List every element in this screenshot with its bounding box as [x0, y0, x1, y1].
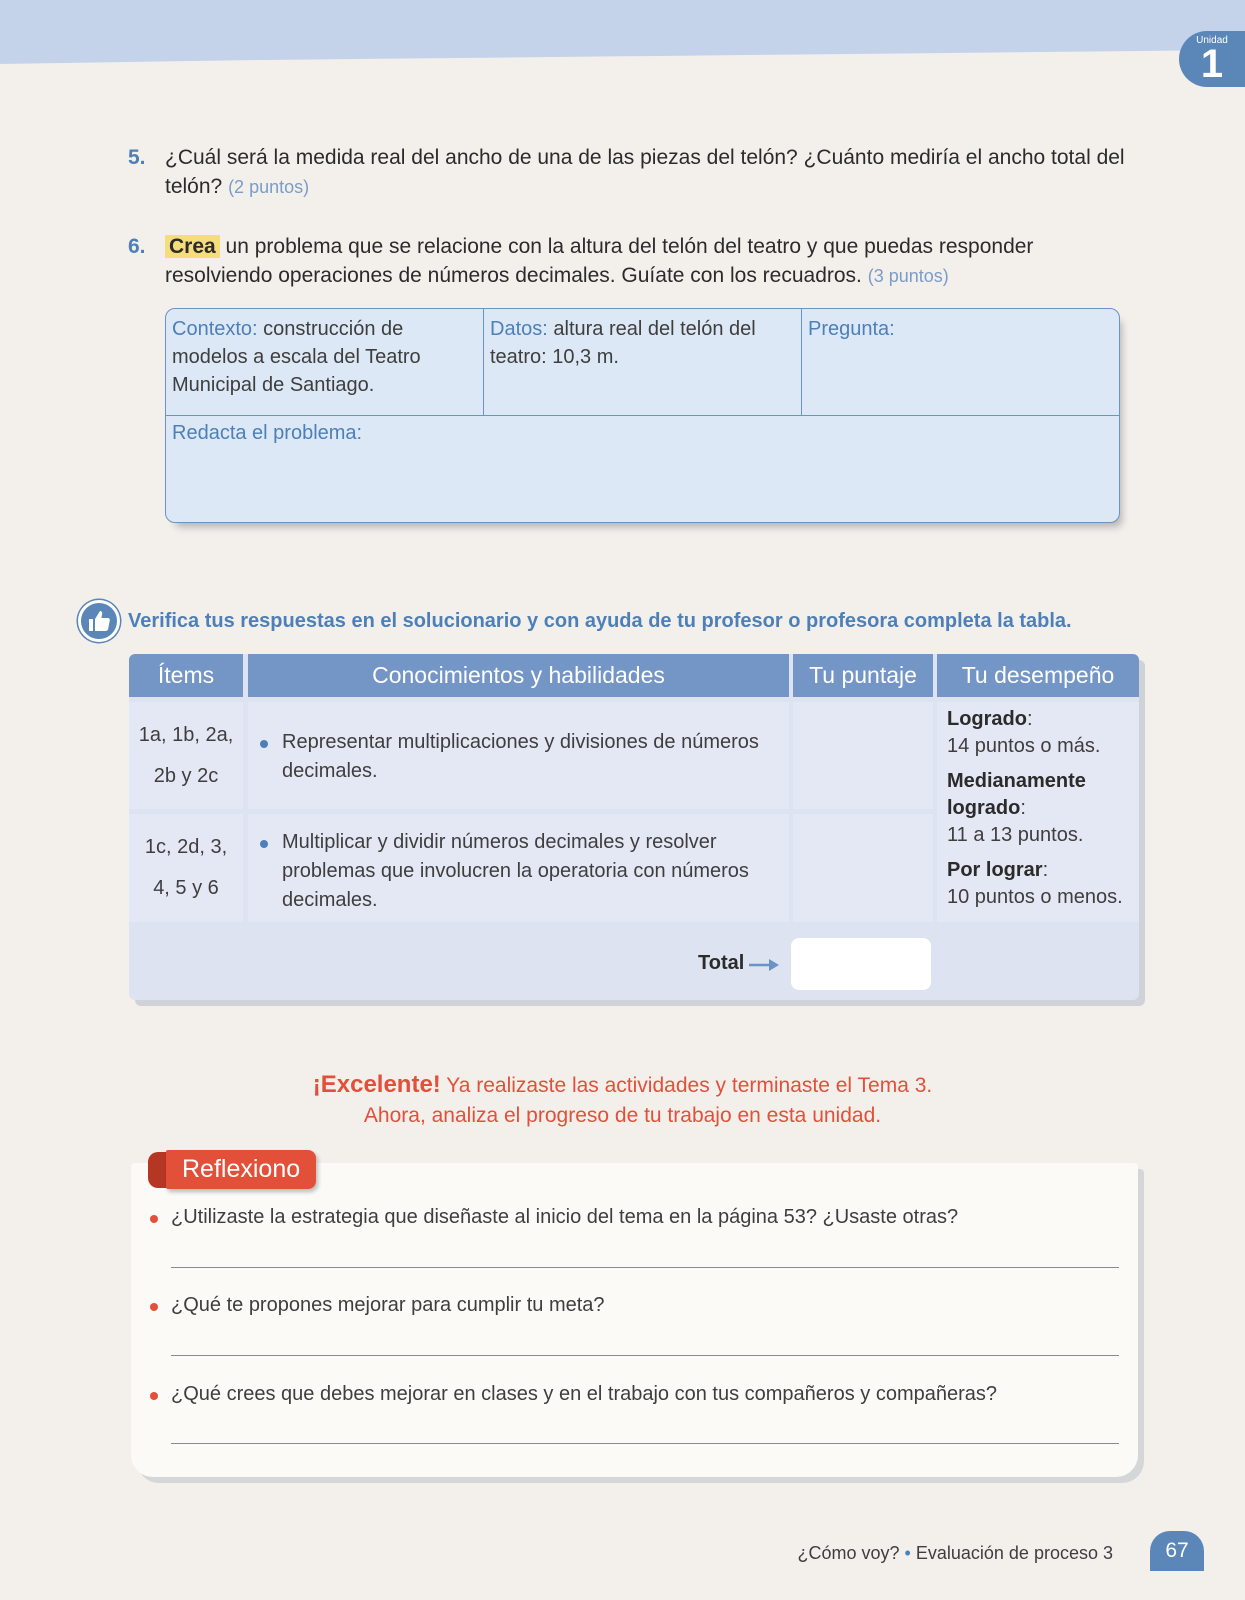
- verify-text: Verifica tus respuestas en el solucionario y con ayuda de tu profesor o profesora completa la tabla.: [128, 609, 1072, 632]
- items-line: 1a, 1b, 2a,: [138, 723, 234, 746]
- performance-text: 10 puntos o menos.: [947, 886, 1123, 908]
- excellent-exclaim: ¡Excelente!: [312, 1071, 441, 1098]
- bullet-icon: [150, 1215, 158, 1223]
- performance-cell: Logrado: 14 puntos o más. Medianamente logrado: 11 a 13 puntos. Por lograr: 10 puntos o menos.: [937, 702, 1139, 922]
- reflect-question-text: ¿Qué te propones mejorar para cumplir tu meta?: [171, 1294, 605, 1316]
- performance-label: Por lograr: [947, 859, 1043, 881]
- draft-problem-area[interactable]: [166, 416, 1119, 451]
- footer: [797, 1543, 1113, 1564]
- items-line: 1c, 2d, 3,: [144, 836, 228, 858]
- data-label: Datos:: [490, 318, 548, 340]
- reflect-question: [150, 1294, 1120, 1317]
- verify-heading: [78, 600, 1072, 642]
- unit-tab: [1179, 31, 1245, 87]
- question-number: 5.: [128, 146, 146, 169]
- evaluation-table: [129, 654, 1139, 1000]
- bullet-icon: [150, 1392, 158, 1400]
- score-cell[interactable]: [793, 702, 933, 809]
- reflect-question-text: ¿Utilizaste la estrategia que diseñaste al inicio del tema en la página 53? ¿Usaste otras?: [171, 1206, 959, 1228]
- total-label: Total: [698, 952, 745, 974]
- header-items: Ítems: [129, 654, 243, 697]
- reflect-question: [150, 1383, 1120, 1406]
- bullet-icon: [260, 840, 268, 848]
- data-cell: [483, 309, 801, 415]
- problem-context-box: [165, 308, 1120, 523]
- reflect-question: [150, 1206, 1120, 1229]
- bullet-icon: [150, 1303, 158, 1311]
- context-text: construcción de modelos a escala del Teatro Municipal de Santiago.: [172, 318, 421, 396]
- bullet-icon: [260, 740, 268, 748]
- items-line: 2b y 2c: [153, 764, 219, 787]
- performance-label: Logrado: [947, 708, 1027, 730]
- unit-label: Unidad: [1196, 35, 1228, 46]
- header-score: Tu puntaje: [793, 654, 933, 697]
- excellent-line1: Ya realizaste las actividades y terminaste el Tema 3.: [446, 1074, 933, 1097]
- excellent-message: [0, 1070, 1245, 1131]
- footer-section: ¿Cómo voy?: [797, 1543, 900, 1563]
- excellent-line2: Ahora, analiza el progreso de tu trabajo en esta unidad.: [363, 1104, 882, 1127]
- table-row-skill: [248, 702, 789, 809]
- answer-line[interactable]: [171, 1443, 1119, 1444]
- question-5: [128, 143, 1138, 202]
- reflect-question-text: ¿Qué crees que debes mejorar en clases y en el trabajo con tus compañeros y compañeras?: [171, 1383, 997, 1405]
- unit-number: 1: [1200, 42, 1224, 86]
- reflect-tag: Reflexiono: [166, 1150, 316, 1189]
- total-score-input[interactable]: [791, 938, 931, 990]
- footer-subsection: Evaluación de proceso 3: [915, 1543, 1113, 1563]
- question-number: 6.: [128, 235, 146, 258]
- context-label: Contexto:: [172, 318, 258, 340]
- question-text: un problema que se relacione con la altura del telón del teatro y que puedas responder resolviendo operaciones de números decimales. Guíate con los recuadros.: [165, 235, 1034, 287]
- answer-line[interactable]: [171, 1267, 1119, 1268]
- question-points: (3 puntos): [867, 266, 949, 286]
- question-cell[interactable]: [801, 309, 1119, 415]
- header-performance: Tu desempeño: [937, 654, 1139, 697]
- header-skills: Conocimientos y habilidades: [248, 654, 789, 697]
- question-label: Pregunta:: [808, 318, 895, 340]
- table-row-items: [129, 702, 243, 809]
- top-banner: [0, 0, 1245, 64]
- arrow-right-icon: [749, 957, 781, 978]
- answer-line[interactable]: [171, 1355, 1119, 1356]
- draft-label: Redacta el problema:: [172, 422, 363, 444]
- question-points: (2 puntos): [228, 177, 310, 197]
- items-line: 4, 5 y 6: [153, 877, 219, 899]
- footer-separator: •: [904, 1543, 911, 1563]
- context-cell: [166, 309, 483, 415]
- table-row-skill: [248, 814, 789, 922]
- performance-text: 11 a 13 puntos.: [947, 824, 1084, 846]
- data-text: altura real del telón del teatro: 10,3 m.: [490, 318, 756, 368]
- score-cell[interactable]: [793, 814, 933, 922]
- performance-text: 14 puntos o más.: [947, 735, 1101, 757]
- performance-label: Medianamente logrado: [947, 770, 1086, 819]
- question-text: ¿Cuál será la medida real del ancho de una de las piezas del telón? ¿Cuánto mediría el ancho total del telón?: [165, 146, 1125, 198]
- skill-text: Multiplicar y dividir números decimales y resolver problemas que involucren la operatoria con números decimales.: [282, 831, 749, 911]
- question-6: [128, 232, 1138, 291]
- thumbs-up-icon: [78, 600, 120, 642]
- table-row-items: [129, 814, 243, 922]
- skill-text: Representar multiplicaciones y divisiones de números decimales.: [282, 731, 759, 782]
- keyword-highlight: Crea: [165, 235, 220, 258]
- page-number: 67: [1150, 1531, 1204, 1571]
